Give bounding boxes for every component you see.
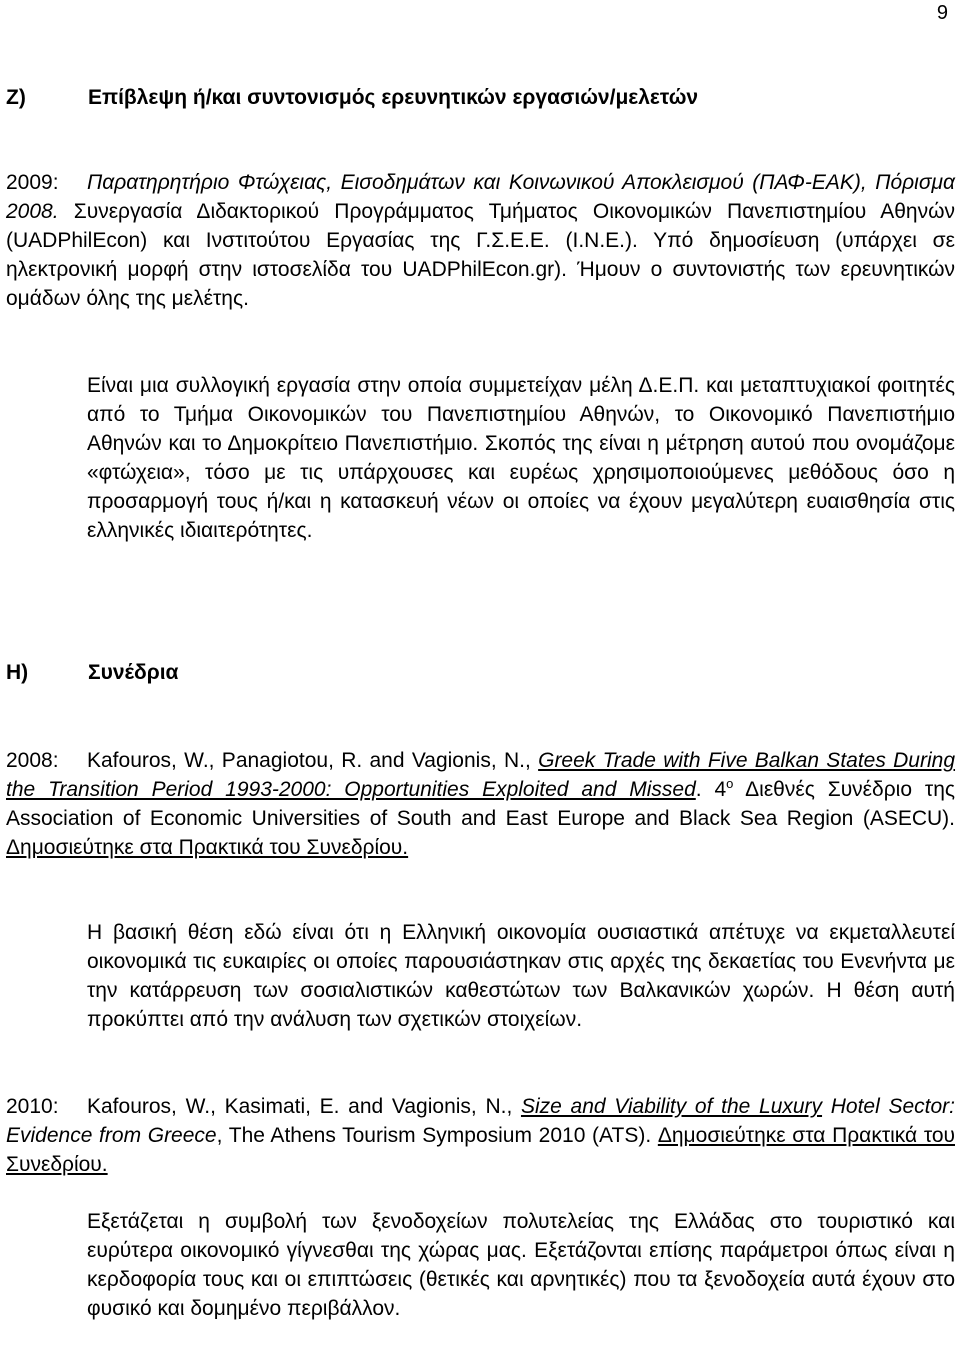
entry-title-rest: Hotel Sector: Evidence from Greece (6, 1095, 955, 1147)
ordinal-superscript: ο (726, 776, 734, 791)
entry-authors: Kafouros, W., Panagiotou, R. and Vagionis, N., (87, 749, 539, 772)
entry-year: 2009: (6, 171, 59, 194)
entry-body: Συνεργασία Διδακτορικού Προγράμματος Τμήματος Οικονομικών Πανεπιστημίου Αθηνών (UADPhilEcon) και Ινστιτούτου Εργασίας της Γ.Σ.Ε.Ε. (Ι.Ν.Ε.). Υπό δημοσίευση (υπάρχει σε ηλεκτρονική μορφή στην ιστοσελίδα του UADPhilEcon.gr). Ήμουν ο συντονιστής των ερευνητικών ομάδων όλης της μελέτης. (6, 200, 955, 310)
section-title: Επίβλεψη ή/και συντονισμός ερευνητικών εργασιών/μελετών (88, 86, 699, 109)
entry-conference: , The Athens Tourism Symposium 2010 (ATS). (216, 1124, 658, 1147)
entry-2009 (6, 168, 955, 313)
entry-published-note: Δημοσιεύτηκε στα Πρακτικά του Συνεδρίου. (6, 1124, 955, 1176)
entry-conference: Διεθνές Συνέδριο της Association of Economic Universities of South and East Europe and Black Sea Region (ASECU). (6, 778, 955, 830)
page-number: 9 (936, 2, 948, 24)
entry-2010 (6, 1092, 955, 1179)
entry-2008 (6, 746, 955, 862)
paragraph-description-2009: Είναι μια συλλογική εργασία στην οποία συμμετείχαν μέλη Δ.Ε.Π. και μεταπτυχιακοί φοιτητές από το Τμήμα Οικονομικών του Πανεπιστημίου Αθηνών, το Οικονομικό Πανεπιστήμιο Αθηνών και το Δημοκρίτειο Πανεπιστήμιο. Σκοπός της είναι η μέτρηση αυτού που ονομάζομε «φτώχεια», τόσο με τις υπάρχουσες και ευρέως χρησιμοποιούμενες μεθόδους όσο η προσαρμογή τους ή/και η κατασκευή νέων οι οποίες να έχουν μεγαλύτερη ευαισθησία στις ελληνικές ιδιαιτερότητες. (87, 374, 955, 542)
entry-title: Greek Trade with Five Balkan States During the Transition Period 1993-2000: Opportunities Exploited and Missed (6, 749, 956, 801)
section-heading-h (6, 661, 178, 685)
entry-after-title: . 4 (695, 778, 727, 801)
entry-year: 2010: (6, 1095, 59, 1118)
section-letter: Η) (6, 661, 29, 684)
section-heading-z (6, 86, 698, 110)
entry-title: Παρατηρητήριο Φτώχειας, Εισοδημάτων και Κοινωνικού Αποκλεισμού (ΠΑΦ-ΕΑΚ), Πόρισμα 2008. (6, 171, 955, 223)
section-title: Συνέδρια (88, 661, 179, 684)
entry-year: 2008: (6, 749, 59, 772)
paragraph-description-2008: Η βασική θέση εδώ είναι ότι η Ελληνική οικονομία ουσιαστικά απέτυχε να εκμεταλλευτεί οικονομικά τις ευκαιρίες οι οποίες παρουσιάστηκαν στις αρχές της δεκαετίας του Ενενήντα με την κατάρρευση των σοσιαλιστικών καθεστώτων των Βαλκανικών χωρών. Η θέση αυτή προκύπτει από την ανάλυση των σχετικών στοιχείων. (87, 921, 955, 1031)
entry-published-note: Δημοσιεύτηκε στα Πρακτικά του Συνεδρίου. (6, 836, 409, 859)
paragraph-description-2010: Εξετάζεται η συμβολή των ξενοδοχείων πολυτελείας της Ελλάδας στο τουριστικό και ευρύτερα οικονομικό γίγνεσθαι της χώρας μας. Εξετάζονται επίσης παράμετροι όπως είναι η κερδοφορία τους και οι επιπτώσεις (θετικές και αρνητικές) που τα ξενοδοχεία αυτά έχουν στο φυσικό και δομημένο περιβάλλον. (87, 1210, 955, 1320)
entry-title-underlined: Size and Viability of the Luxury (520, 1095, 823, 1118)
entry-authors: Kafouros, W., Kasimati, E. and Vagionis, N., (87, 1095, 521, 1118)
section-letter: Ζ) (6, 86, 26, 109)
